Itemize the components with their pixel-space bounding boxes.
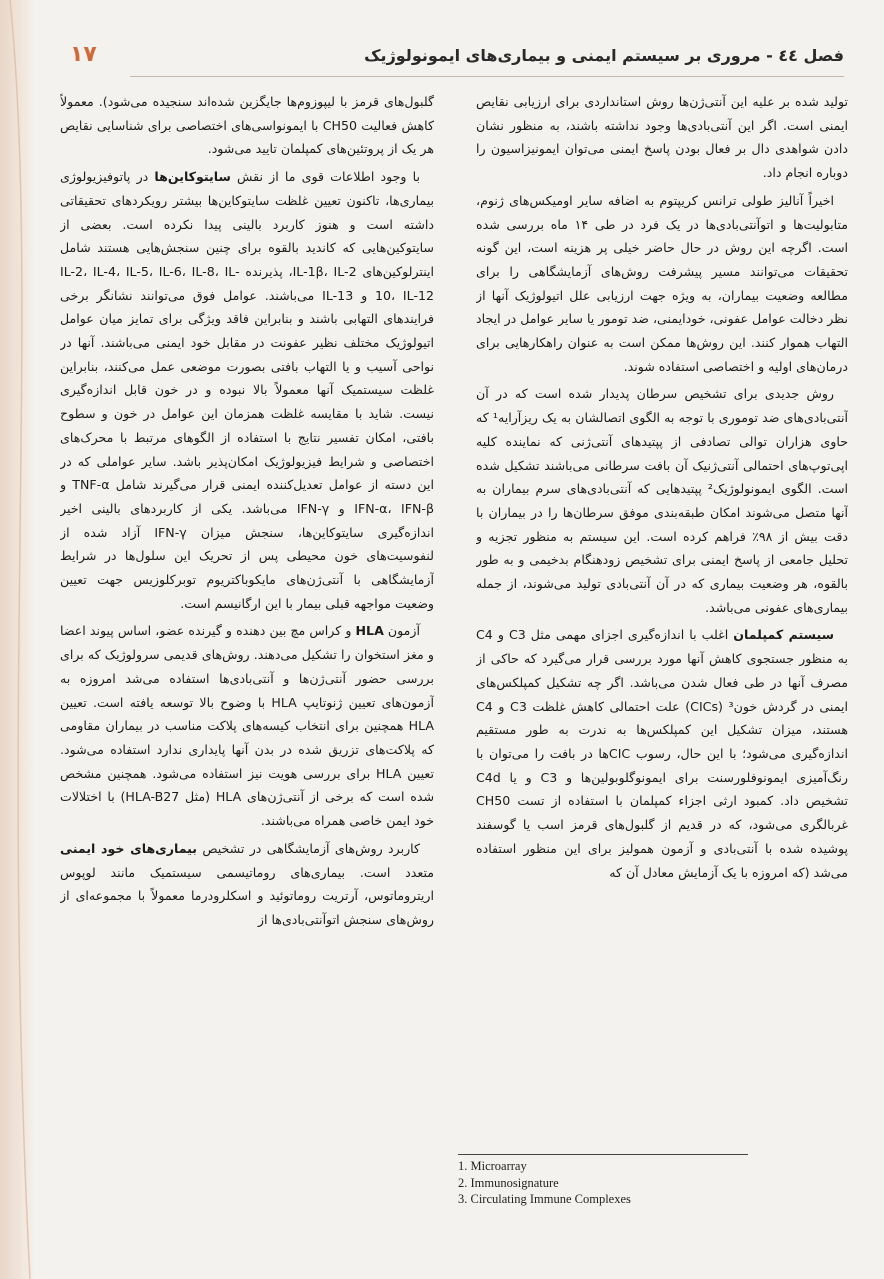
paragraph-text: آزمون: [383, 623, 420, 639]
paragraph: روش جدیدی برای تشخیص سرطان پدیدار شده است که در آن آنتی‌بادی‌های ضد توموری با توجه به الگوی اتصالشان به یک ریزآرایه¹ که حاوی هزاران توالی تصادفی از پپتیدهای آنتی‌ژنی که نماینده کلیه اپی‌توپ‌های احتمالی آنتی‌ژنیک آن بافت سرطانی می‌باشند تشکیل شده است. الگوی ایمونولوژیک² پپتیدهایی که آنتی‌بادی‌های سرم بیماران به آنها متصل می‌شوند امکان طبقه‌بندی موفق سرطان‌ها را در بیماران با دقت بیش از ۹۸٪ فراهم کرده است. این سیستم به منظور تجزیه و تحلیل جامعی از پاسخ ایمنی برای تشخیص زودهنگام بدخیمی و به طور بالقوه، هر وضعیت بیماری که در آن آنتی‌بادی تولید می‌شوند، از جمله بیماری‌های عفونی می‌باشد.: [476, 386, 848, 615]
paragraph-text: اغلب با اندازه‌گیری اجزای مهمی مثل C3 و C4 به منظور جستجوی کاهش آنها مورد بررسی قرار می‌گیرد که حاکی از مصرف آنها در طی فعال شدن می‌باشد. اگر چه تشکیل کمپلکس‌های ایمنی در گردش خون³ (CICs) علت احتمالی کاهش غلظت C3 و C4 هستند، میزان تشکیل این کمپلکس‌ها به ندرت به طور مستقیم اندازه‌گیری می‌شود؛ با این حال، رسوب CICها در بافت را می‌توان با رنگ‌آمیزی ایمونوفلورسنت برای ایمونوگلوبولین‌ها و C3 و یا C4d تشخیص داد. کمبود ارثی اجزاء کمپلمان با استفاده از تست CH50 غربالگری می‌شود، که در قدیم از گلبول‌های قرمز اسب یا گوسفند پوشیده شده با آنتی‌بادی و آزمون همولیز برای این منظور استفاده می‌شد (که امروزه با یک آزمایش معادل آن که: [476, 627, 848, 880]
page-number: ١٧: [70, 42, 97, 67]
footnote: 1. Microarray: [458, 1159, 527, 1173]
paragraph-text: متعدد است. بیماری‌های روماتیسمی سیستمیک مانند لوپوس اریتروماتوس، آرتریت روماتوئید و اسکلرودرما معمولاً با مجموعه‌ای از روش‌های سنجش اتوآنتی‌بادی‌ها از: [60, 864, 434, 927]
paragraph-text: کاربرد روش‌های آزمایشگاهی در تشخیص: [197, 840, 420, 856]
right-column: [476, 90, 848, 1160]
page-header: [70, 40, 844, 76]
paragraph: [60, 619, 434, 832]
paragraph-text: و کراس مچ بین دهنده و گیرنده عضو، اساس پیوند اعضا و مغز استخوان را تشکیل می‌دهند. روش‌های قدیمی سرولوژیک که برای بررسی حضور آنتی‌ژن‌ها و آنتی‌بادی‌ها استفاده می‌شد امروزه به آزمون‌های تعیین ژنوتایپ HLA با وضوح بالا توسعه یافته است. تعیین HLA همچنین برای انتخاب کیسه‌های پلاکت مناسب در بیماران مقاومی که پلاکت‌های تزریق شده در بدن آنها پایداری ندارد استفاده می‌شود. تعیین HLA برای بررسی هویت نیز استفاده می‌شود. همچنین مشخص شده است که برخی از آنتی‌ژن‌های HLA (مثل HLA-B27) با اختلالات خود ایمن خاصی همراه می‌باشند.: [60, 623, 434, 829]
paragraph: [476, 623, 848, 884]
bold-term: بیماری‌های خود ایمنی: [60, 840, 198, 856]
paragraph-text: با وجود اطلاعات قوی ما از نقش: [230, 169, 420, 185]
paragraph: [60, 837, 434, 932]
paragraph: [60, 165, 434, 615]
left-column: [60, 90, 434, 1220]
footnote: 2. Immunosignature: [458, 1175, 559, 1190]
decorative-curve: [0, 0, 60, 1279]
paragraph: اخیراً آنالیز طولی ترانس کریپتوم به اضافه سایر اومیکس‌های ژنوم، متابولیت‌ها و اتوآنتی‌بادی‌ها در یک فرد در طی ۱۴ ماه بررسی شده است. اگرچه این روش در حال حاضر خیلی پر هزینه است، این گونه تحقیقات می‌توانند مسیر پیشرفت روش‌های آزمایشگاهی را برای مطالعه وضعیت بیماران، به ویژه جهت ارزیابی علل اتیولوژیک آنها از نظر دخالت عوامل عفونی، خودایمنی، ضد تومور یا سایر عوامل در ایجاد التهاب هموار کنند. این روش‌ها ممکن است به عنوان راهکارهایی برای درمان‌های اولیه و اختصاصی استفاده شوند.: [476, 192, 848, 374]
bold-term: HLA: [355, 623, 384, 639]
header-divider: [130, 76, 844, 77]
paragraph: تولید شده بر علیه این آنتی‌ژن‌ها روش استانداردی برای ارزیابی نقایص ایمنی است. اگر این آنتی‌بادی‌ها وجود نداشته باشند، به منظور نشان دادن شواهدی دال بر فعال بودن پاسخ ایمنی می‌توان ایمونیزاسیون را دوباره انجام داد.: [476, 94, 848, 181]
chapter-title: فصل ٤٤ - مروری بر سیستم ایمنی و بیماری‌های ایمونولوژیک: [364, 46, 844, 65]
footnote-divider: [458, 1154, 748, 1155]
footnotes: [458, 1158, 838, 1208]
paragraph-text: در پاتوفیزیولوژی بیماری‌ها، تاکنون تعیین غلظت سایتوکاین‌ها بیشتر رویکردهای تحقیقاتی داشته است و هنوز کاربرد بالینی پیدا نکرده است. بعضی از سایتوکین‌هایی که کاندید بالقوه برای چنین سنجش‌هایی هستند شامل اینترلوکین‌های IL-1β، IL-2، پذیرنده IL-2، IL-4، IL-5، IL-6، IL-8، IL-10، IL-12 و IL-13 می‌باشند. عوامل فوق می‌توانند نشانگر برخی فرایندهای التهابی باشند و بنابراین فاقد ویژگی برای تمایز میان عوامل اتیولوژیک مختلف نظیر عفونت در مقابل خود ایمنی می‌باشند. آنها در نواحی آسیب و یا التهاب بافتی بصورت موضعی عمل می‌کنند، بنابراین غلظت سیستمیک آنها معمولاً بالا نبوده و در خون قابل اندازه‌گیری نیست. شاید با مقایسه غلظت همزمان این عوامل در خون و سطوح بافتی، امکان تفسیر نتایج با استفاده از الگوهای مرتبط با محرک‌های اختصاصی و شرایط فیزیولوژیک امکان‌پذیر باشد. سایر عواملی که در این دسته از عوامل تعدیل‌کننده ایمنی قرار می‌گیرند شامل TNF-α و IFN-α، IFN-β و IFN-γ می‌باشد. یکی از کاربردهای بالینی اخیر اندازه‌گیری سایتوکاین‌ها، سنجش میزان IFN-γ آزاد شده از لنفوسیت‌های خون محیطی پس از تحریک این سلول‌ها در شرایط آزمایشگاهی با آنتی‌ژن‌های مایکوباکتریوم توبرکلوزیس جهت تعیین وضعیت مواجهه قبلی بیمار با این ارگانیسم است.: [60, 169, 434, 611]
bold-term: سایتوکاین‌ها: [154, 169, 231, 185]
footnote: 3. Circulating Immune Complexes: [458, 1192, 631, 1206]
paragraph: گلبول‌های قرمز با لیپوزوم‌ها جایگزین شده‌اند سنجیده می‌شود). معمولاً کاهش فعالیت CH50 با ایمونواسی‌های اختصاصی برای شناسایی نقایص هر یک از پروتئین‌های کمپلمان تایید می‌شود.: [60, 94, 434, 157]
bold-term: سیستم کمپلمان: [733, 627, 834, 643]
